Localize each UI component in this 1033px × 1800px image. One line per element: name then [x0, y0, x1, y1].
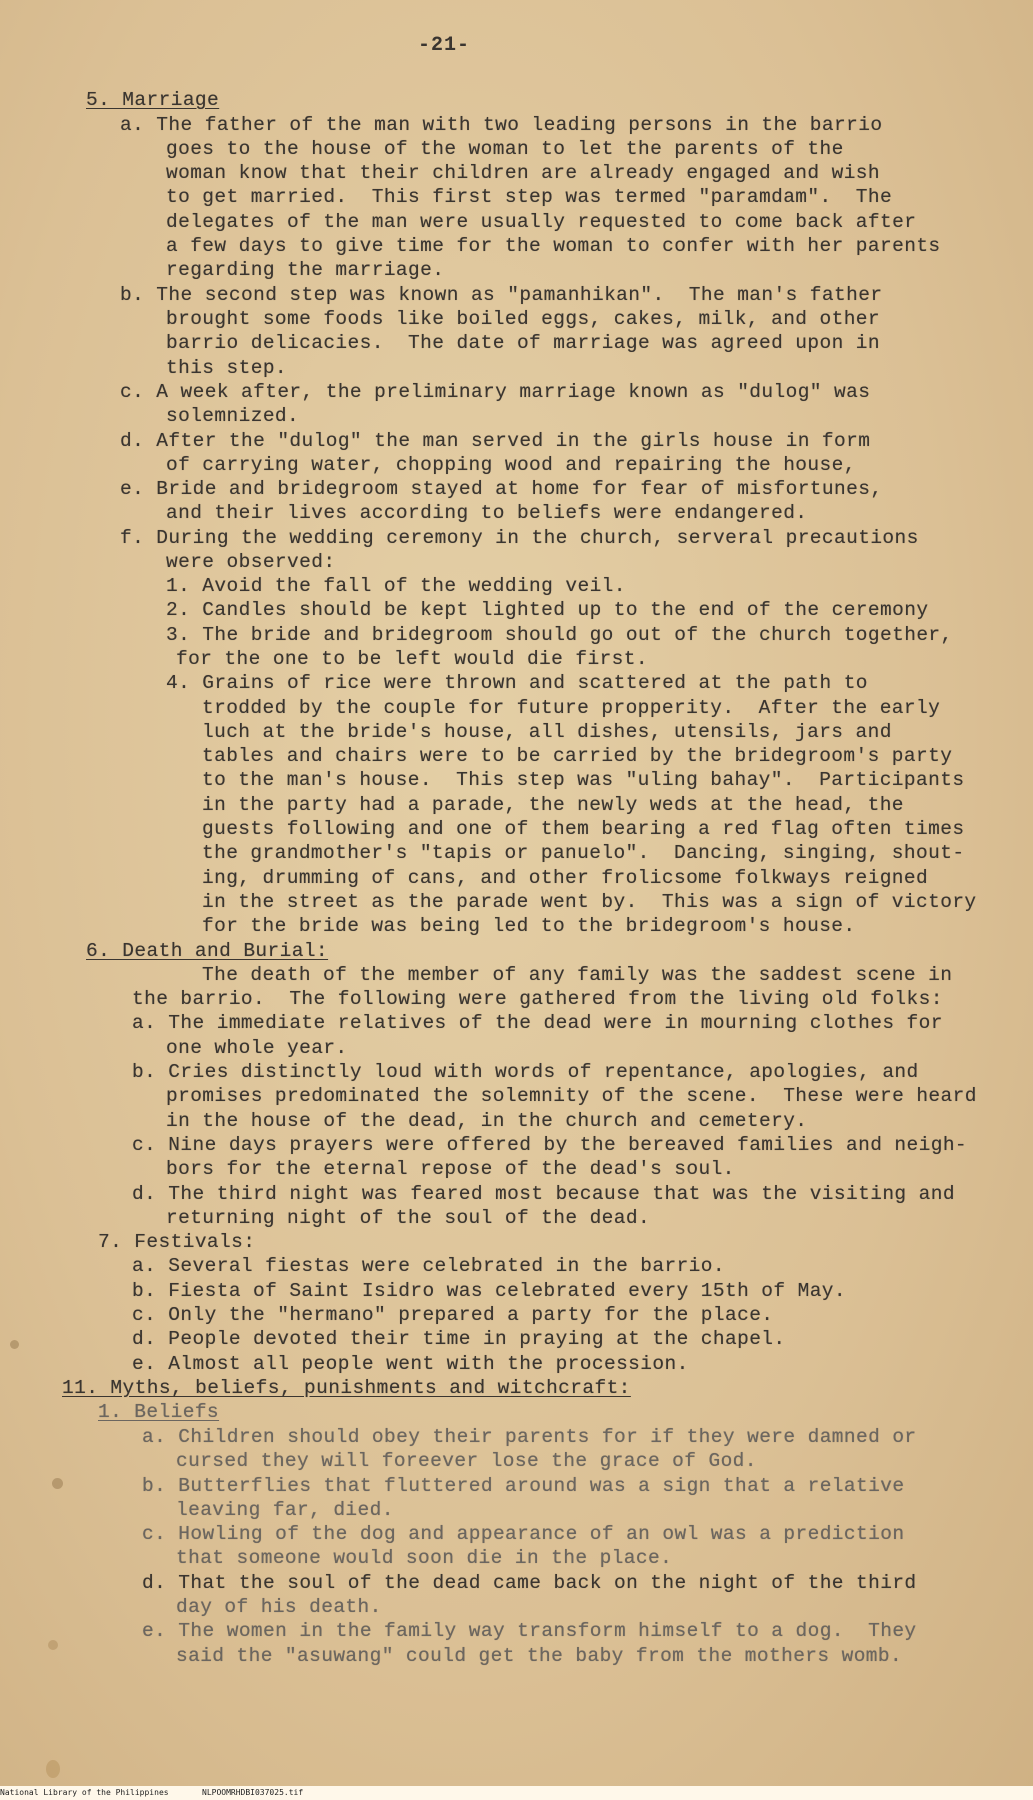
text-line: 6. Death and Burial: [86, 940, 329, 962]
text-line: that someone would soon die in the place. [176, 1547, 673, 1569]
text-line: a. The father of the man with two leading persons in the barrio [120, 114, 883, 136]
footer-filename: NLPOOMRHDBI037025.tif [202, 1788, 304, 1797]
text-line: luch at the bride's house, all dishes, utensils, jars and [202, 721, 892, 743]
text-line: 5. Marriage [86, 89, 220, 111]
text-line: for the one to be left would die first. [176, 648, 648, 670]
text-line: to the man's house. This step was "uling bahay". Participants [202, 769, 965, 791]
text-line: solemnized. [166, 405, 300, 427]
text-line: b. Butterflies that fluttered around was a sign that a relative [142, 1475, 905, 1497]
text-line: e. The women in the family way transform himself to a dog. They [142, 1620, 917, 1642]
text-line: a. Several fiestas were celebrated in the barrio. [132, 1255, 725, 1277]
text-line: cursed they will foreever lose the grace of God. [176, 1450, 757, 1472]
text-line: were observed: [166, 551, 336, 573]
text-line: in the street as the parade went by. This was a sign of victory [202, 891, 977, 913]
text-line: brought some foods like boiled eggs, cakes, milk, and other [166, 308, 881, 330]
text-line: ing, drumming of cans, and other frolicsome folkways reigned [202, 867, 929, 889]
text-line: in the party had a parade, the newly weds at the head, the [202, 794, 904, 816]
text-line: e. Bride and bridegroom stayed at home for fear of misfortunes, [120, 478, 883, 500]
text-line: day of his death. [176, 1596, 382, 1618]
text-line: promises predominated the solemnity of the scene. These were heard [166, 1085, 977, 1107]
text-line: guests following and one of them bearing a red flag often times [202, 818, 965, 840]
text-line: and their lives according to beliefs were endangered. [166, 502, 808, 524]
text-line: b. Cries distinctly loud with words of repentance, apologies, and [132, 1061, 919, 1083]
text-line: a few days to give time for the woman to confer with her parents [166, 235, 941, 257]
text-line: to get married. This first step was termed "paramdam". The [166, 186, 893, 208]
ink-stain [46, 1760, 60, 1778]
text-line: 3. The bride and bridegroom should go out of the church together, [166, 624, 953, 646]
footer-source: National Library of the Philippines [0, 1788, 169, 1797]
ink-stain [52, 1478, 63, 1489]
text-line: a. The immediate relatives of the dead were in mourning clothes for [132, 1012, 943, 1034]
text-line: for the bride was being led to the bridegroom's house. [202, 915, 856, 937]
text-line: d. After the "dulog" the man served in the girls house in form [120, 430, 871, 452]
text-line: the grandmother's "tapis or panuelo". Dancing, singing, shout- [202, 842, 965, 864]
text-line: a. Children should obey their parents for if they were damned or [142, 1426, 917, 1448]
text-line: d. People devoted their time in praying at the chapel. [132, 1328, 786, 1350]
text-line: d. That the soul of the dead came back on the night of the third [142, 1572, 917, 1594]
text-line: 4. Grains of rice were thrown and scattered at the path to [166, 672, 868, 694]
text-line: regarding the marriage. [166, 259, 445, 281]
text-line: d. The third night was feared most because that was the visiting and [132, 1183, 955, 1205]
text-line: f. During the wedding ceremony in the church, serveral precautions [120, 527, 919, 549]
text-line: woman know that their children are already engaged and wish [166, 162, 881, 184]
text-line: b. The second step was known as "pamanhikan". The man's father [120, 284, 883, 306]
text-line: 7. Festivals: [98, 1231, 256, 1253]
text-line: returning night of the soul of the dead. [166, 1207, 651, 1229]
text-line: trodded by the couple for future propperity. After the early [202, 697, 941, 719]
text-line: b. Fiesta of Saint Isidro was celebrated every 15th of May. [132, 1280, 847, 1302]
text-line: e. Almost all people went with the procession. [132, 1353, 689, 1375]
footer [0, 1786, 1033, 1800]
text-line: goes to the house of the woman to let the parents of the [166, 138, 844, 160]
page-number: -21- [418, 34, 471, 57]
text-line: tables and chairs were to be carried by the bridegroom's party [202, 745, 953, 767]
text-line: delegates of the man were usually requested to come back after [166, 211, 917, 233]
text-line: c. A week after, the preliminary marriage known as "dulog" was [120, 381, 871, 403]
ink-stain [10, 1340, 19, 1349]
text-line: 1. Beliefs [98, 1401, 220, 1423]
text-line: barrio delicacies. The date of marriage was agreed upon in [166, 332, 881, 354]
text-line: said the "asuwang" could get the baby from the mothers womb. [176, 1645, 903, 1667]
text-line: c. Howling of the dog and appearance of an owl was a prediction [142, 1523, 905, 1545]
ink-stain [48, 1640, 58, 1650]
text-line: in the house of the dead, in the church and cemetery. [166, 1110, 808, 1132]
text-line: the barrio. The following were gathered from the living old folks: [132, 988, 943, 1010]
text-line: one whole year. [166, 1037, 348, 1059]
text-line: leaving far, died. [176, 1499, 394, 1521]
text-line: this step. [166, 357, 288, 379]
text-line: 11. Myths, beliefs, punishments and witchcraft: [62, 1377, 631, 1399]
text-line: 1. Avoid the fall of the wedding veil. [166, 575, 626, 597]
text-line: c. Nine days prayers were offered by the bereaved families and neigh- [132, 1134, 968, 1156]
text-line: of carrying water, chopping wood and repairing the house, [166, 454, 856, 476]
text-line: bors for the eternal repose of the dead's soul. [166, 1158, 735, 1180]
text-line: 2. Candles should be kept lighted up to the end of the ceremony [166, 599, 929, 621]
text-line: The death of the member of any family was the saddest scene in [202, 964, 953, 986]
text-line: c. Only the "hermano" prepared a party for the place. [132, 1304, 774, 1326]
